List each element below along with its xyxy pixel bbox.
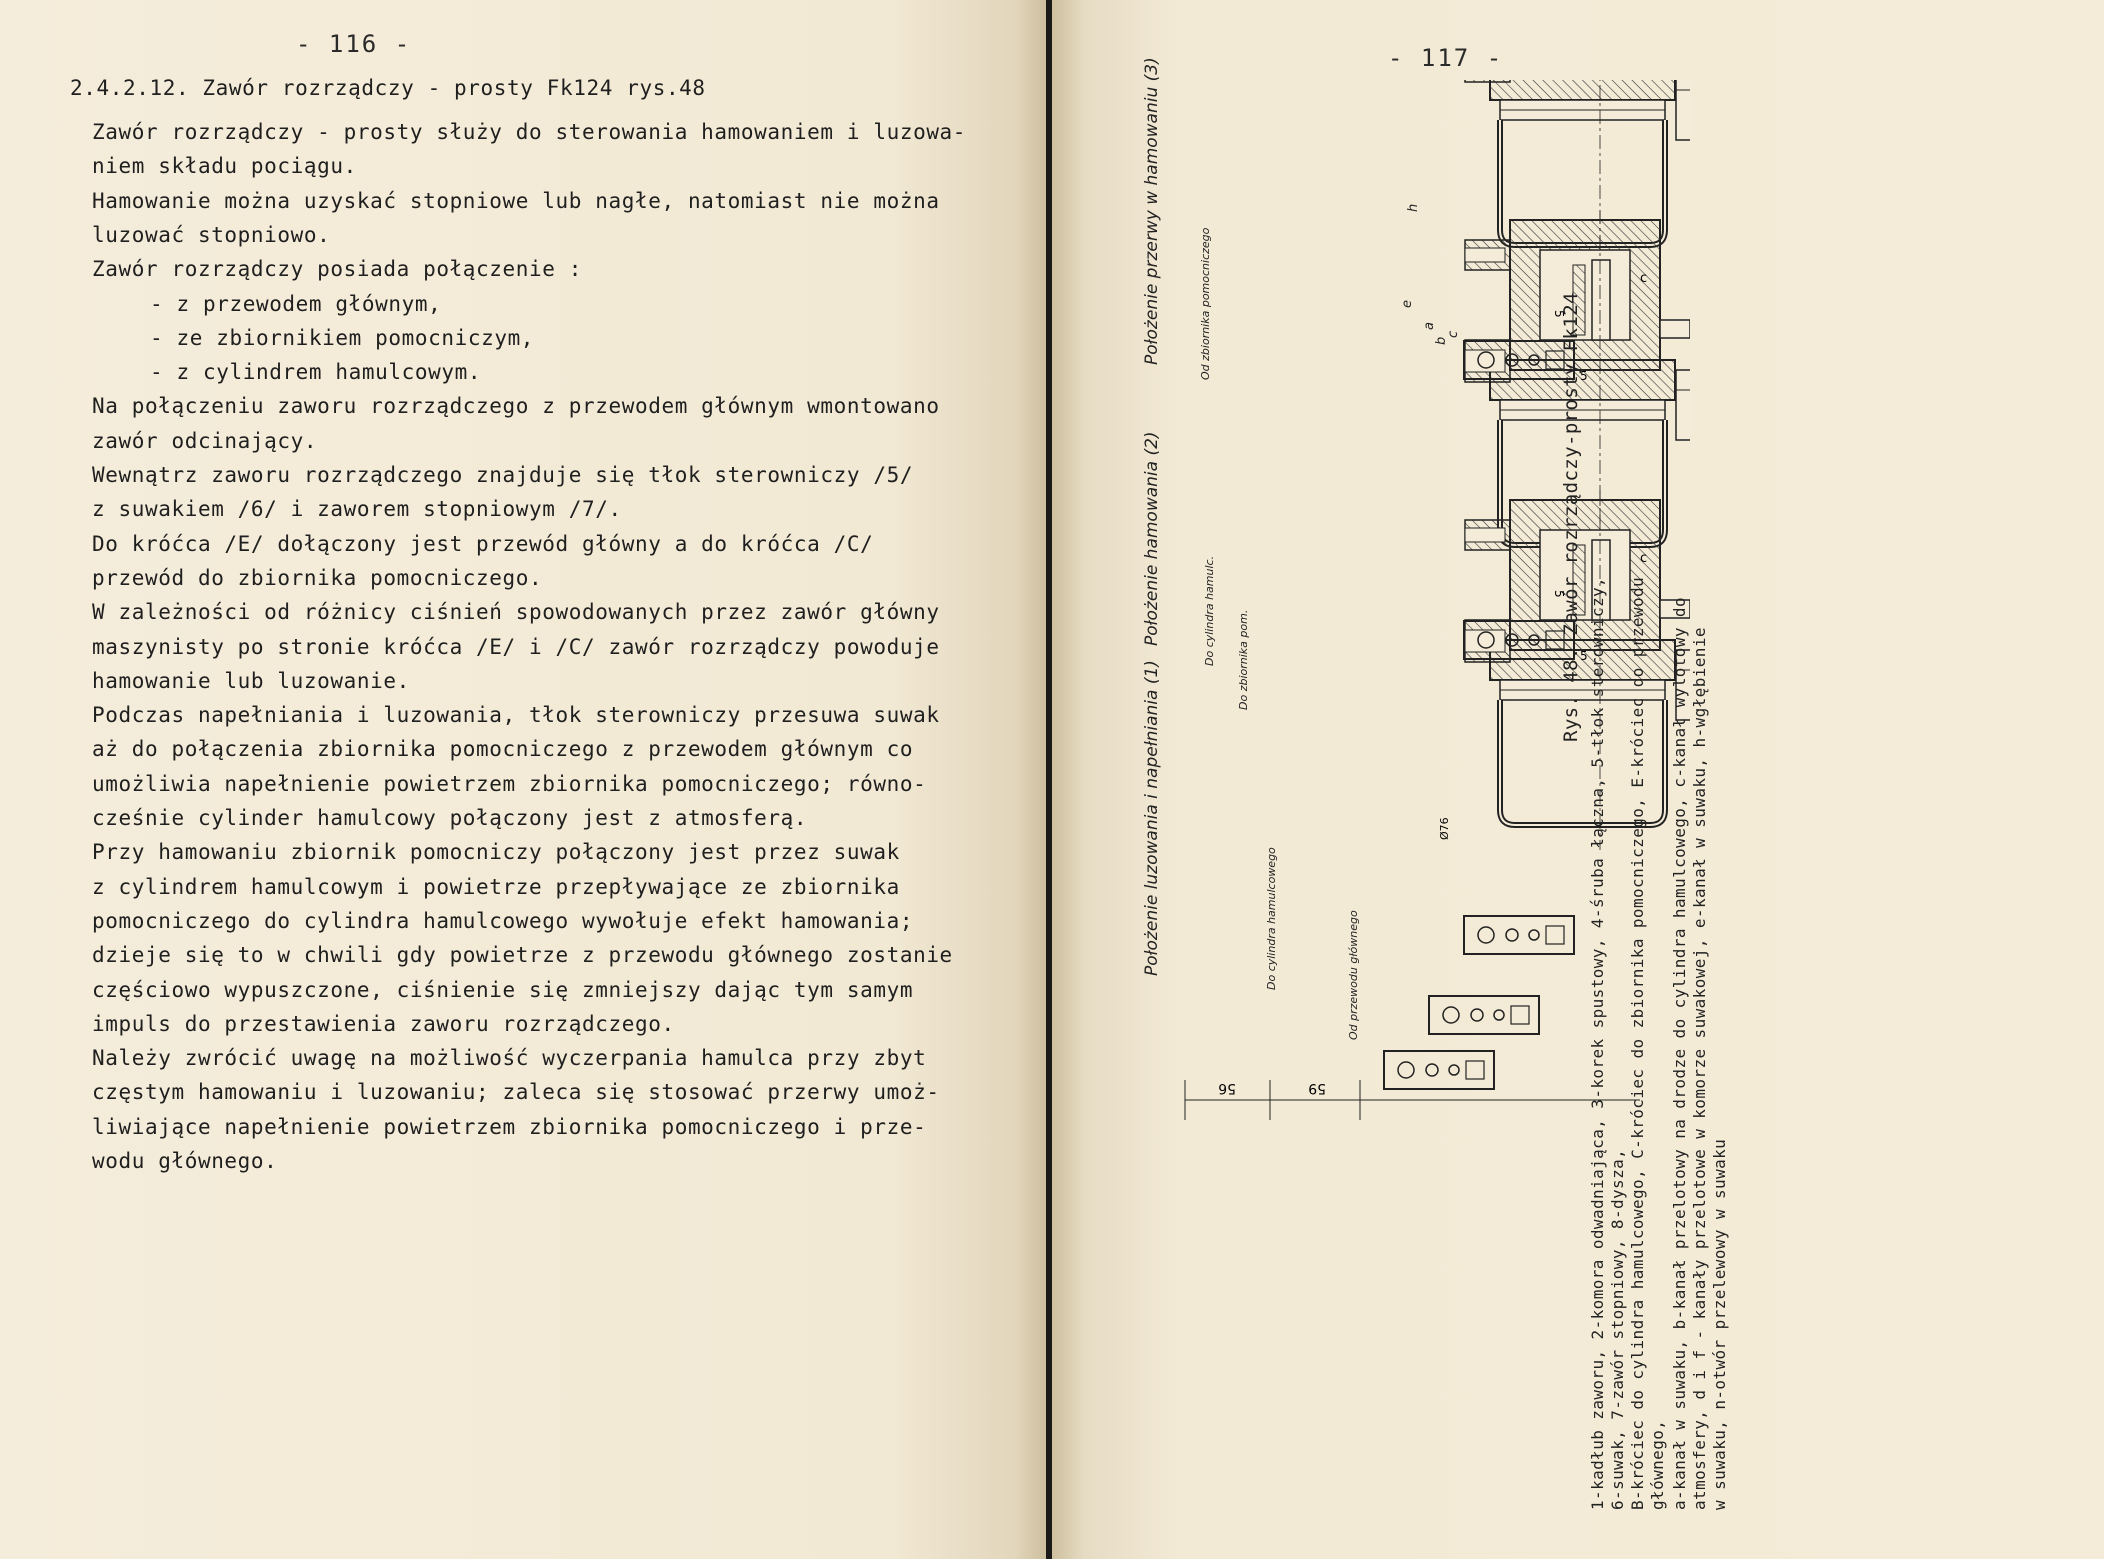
slide-letter-e: e xyxy=(1400,300,1415,308)
body-line: Należy zwrócić uwagę na możliwość wyczerpania hamulca przy zbyt xyxy=(92,1046,927,1071)
body-line: Zawór rozrządczy posiada połączenie : xyxy=(92,257,582,282)
body-line: Hamowanie można uzyskać stopniowe lub nagłe, natomiast nie można xyxy=(92,188,940,213)
position-label-2: Położenie hamowania (2) xyxy=(1142,431,1162,646)
section-heading: 2.4.2.12. Zawór rozrządczy - prosty Fk124 rys.48 xyxy=(70,76,706,100)
body-line: W zależności od różnicy ciśnień spowodowanych przez zawór główny xyxy=(92,600,940,625)
body-line: maszynisty po stronie króćca /E/ i /C/ zawór rozrządczy powoduje xyxy=(92,634,940,659)
body-line: Zawór rozrządczy - prosty służy do sterowania hamowaniem i luzowa- xyxy=(92,120,967,144)
page-number-left: - 116 - xyxy=(296,30,412,58)
body-line: hamowanie lub luzowanie. xyxy=(92,668,410,693)
dim-56: 56 xyxy=(1218,1080,1236,1096)
body-line: Wewnątrz zaworu rozrządczego znajduje się tłok sterowniczy /5/ xyxy=(92,463,914,487)
body-line: pomocniczego do cylindra hamulcowego wywołuje efekt hamowania; xyxy=(92,908,914,933)
dim-59: 59 xyxy=(1308,1080,1326,1096)
label-to-aux-tank: Do zbiornika pom. xyxy=(1237,609,1250,710)
body-line: umożliwia napełnienie powietrzem zbiornika pomocniczego; równo- xyxy=(92,771,927,796)
position-label-3: Położenie przerwy w hamowaniu (3) xyxy=(1142,57,1162,365)
slide-letter-b: b xyxy=(1434,336,1449,345)
position-label-1: Położenie luzowania i napełniania (1) xyxy=(1142,660,1162,976)
body-line: cześnie cylinder hamulcowy połączony jest z atmosferą. xyxy=(92,806,808,830)
body-line: częstym hamowaniu i luzowaniu; zaleca się stosować przerwy umoż- xyxy=(92,1080,940,1105)
body-line: Do króćca /E/ dołączony jest przewód główny a do króćca /C/ xyxy=(92,531,874,556)
body-line: przewód do zbiornika pomocniczego. xyxy=(92,565,543,590)
body-line: z cylindrem hamulcowym i powietrze przepływające ze zbiornika xyxy=(92,874,900,899)
slide-letter-c: c xyxy=(1446,330,1461,338)
left-page xyxy=(0,0,1046,1559)
body-line: liwiające napełnienie powietrzem zbiornika pomocniczego i prze- xyxy=(92,1114,927,1139)
label-from-aux-tank: Od zbiornika pomocniczego xyxy=(1199,227,1212,380)
body-line: z suwakiem /6/ i zaworem stopniowym /7/. xyxy=(92,497,622,522)
slide-letter-h: h xyxy=(1406,203,1421,212)
page-number-right: - 117 - xyxy=(1388,44,1504,72)
legend-line: w suwaku, n-otwór przelewowy w suwaku xyxy=(1710,1138,1729,1510)
label-to-cylinder: Do cylindra hamulc. xyxy=(1203,555,1216,666)
body-line: niem składu pociągu. xyxy=(92,154,357,179)
legend-line: B-króciec do cylindra hamulcowego, C-króciec do zbiornika pomocniczego, E-króciec do przewodu xyxy=(1628,576,1647,1510)
legend-line: 1-kadłub zaworu, 2-komora odwadniająca, 3-korek spustowy, 4-śruba łączna, 5-tłok sterowniczy, xyxy=(1588,576,1607,1510)
body-line: - z cylindrem hamulcowym. xyxy=(150,360,482,385)
legend-line: głównego, xyxy=(1648,1419,1667,1510)
body-line: impuls do przestawienia zaworu rozrządczego. xyxy=(92,1011,675,1036)
body-line: wodu głównego. xyxy=(92,1149,278,1173)
body-line: zawór odcinający. xyxy=(92,428,318,453)
body-line: częściowo wypuszczone, ciśnienie się zmniejszy dając tym samym xyxy=(92,977,914,1002)
valve-figure: c 5 5 56 59 Ø76 xyxy=(1170,80,1690,1190)
legend-line: a-kanał w suwaku, b-kanał przelotowy na drodze do cylindra hamulcowego, c-kanał wylotowy do xyxy=(1670,597,1689,1510)
body-line: - z przewodem głównym, xyxy=(150,291,442,316)
slide-letter-a: a xyxy=(1422,322,1437,330)
right-page xyxy=(1052,0,2104,1559)
figure-caption-title: Rys. 48. Zawór rozrządczy-prosty Fk124 xyxy=(1560,292,1582,742)
body-line: dzieje się to w chwili gdy powietrze z przewodu głównego zostanie xyxy=(92,943,953,968)
body-line: Przy hamowaniu zbiornik pomocniczy połączony jest przez suwak xyxy=(92,840,900,865)
dim-phi76: Ø76 xyxy=(1438,817,1451,840)
body-line: Na połączeniu zaworu rozrządczego z przewodem głównym wmontowano xyxy=(92,394,940,419)
body-line: - ze zbiornikiem pomocniczym, xyxy=(150,325,535,350)
body-line: Podczas napełniania i luzowania, tłok sterowniczy przesuwa suwak xyxy=(92,703,940,728)
label-from-main-pipe: Od przewodu głównego xyxy=(1347,910,1360,1040)
legend-line: atmosfery, d i f - kanały przelotowe w komorze suwakowej, e-kanał w suwaku, h-wgłębienie xyxy=(1690,627,1709,1510)
legend-line: 6-suwak, 7-zawór stopniowy, 8-dysza, xyxy=(1608,1148,1627,1510)
body-line: aż do połączenia zbiornika pomocniczego z przewodem głównym co xyxy=(92,737,914,762)
label-to-brake-cylinder: Do cylindra hamulcowego xyxy=(1265,847,1278,990)
body-line: luzować stopniowo. xyxy=(92,222,331,247)
